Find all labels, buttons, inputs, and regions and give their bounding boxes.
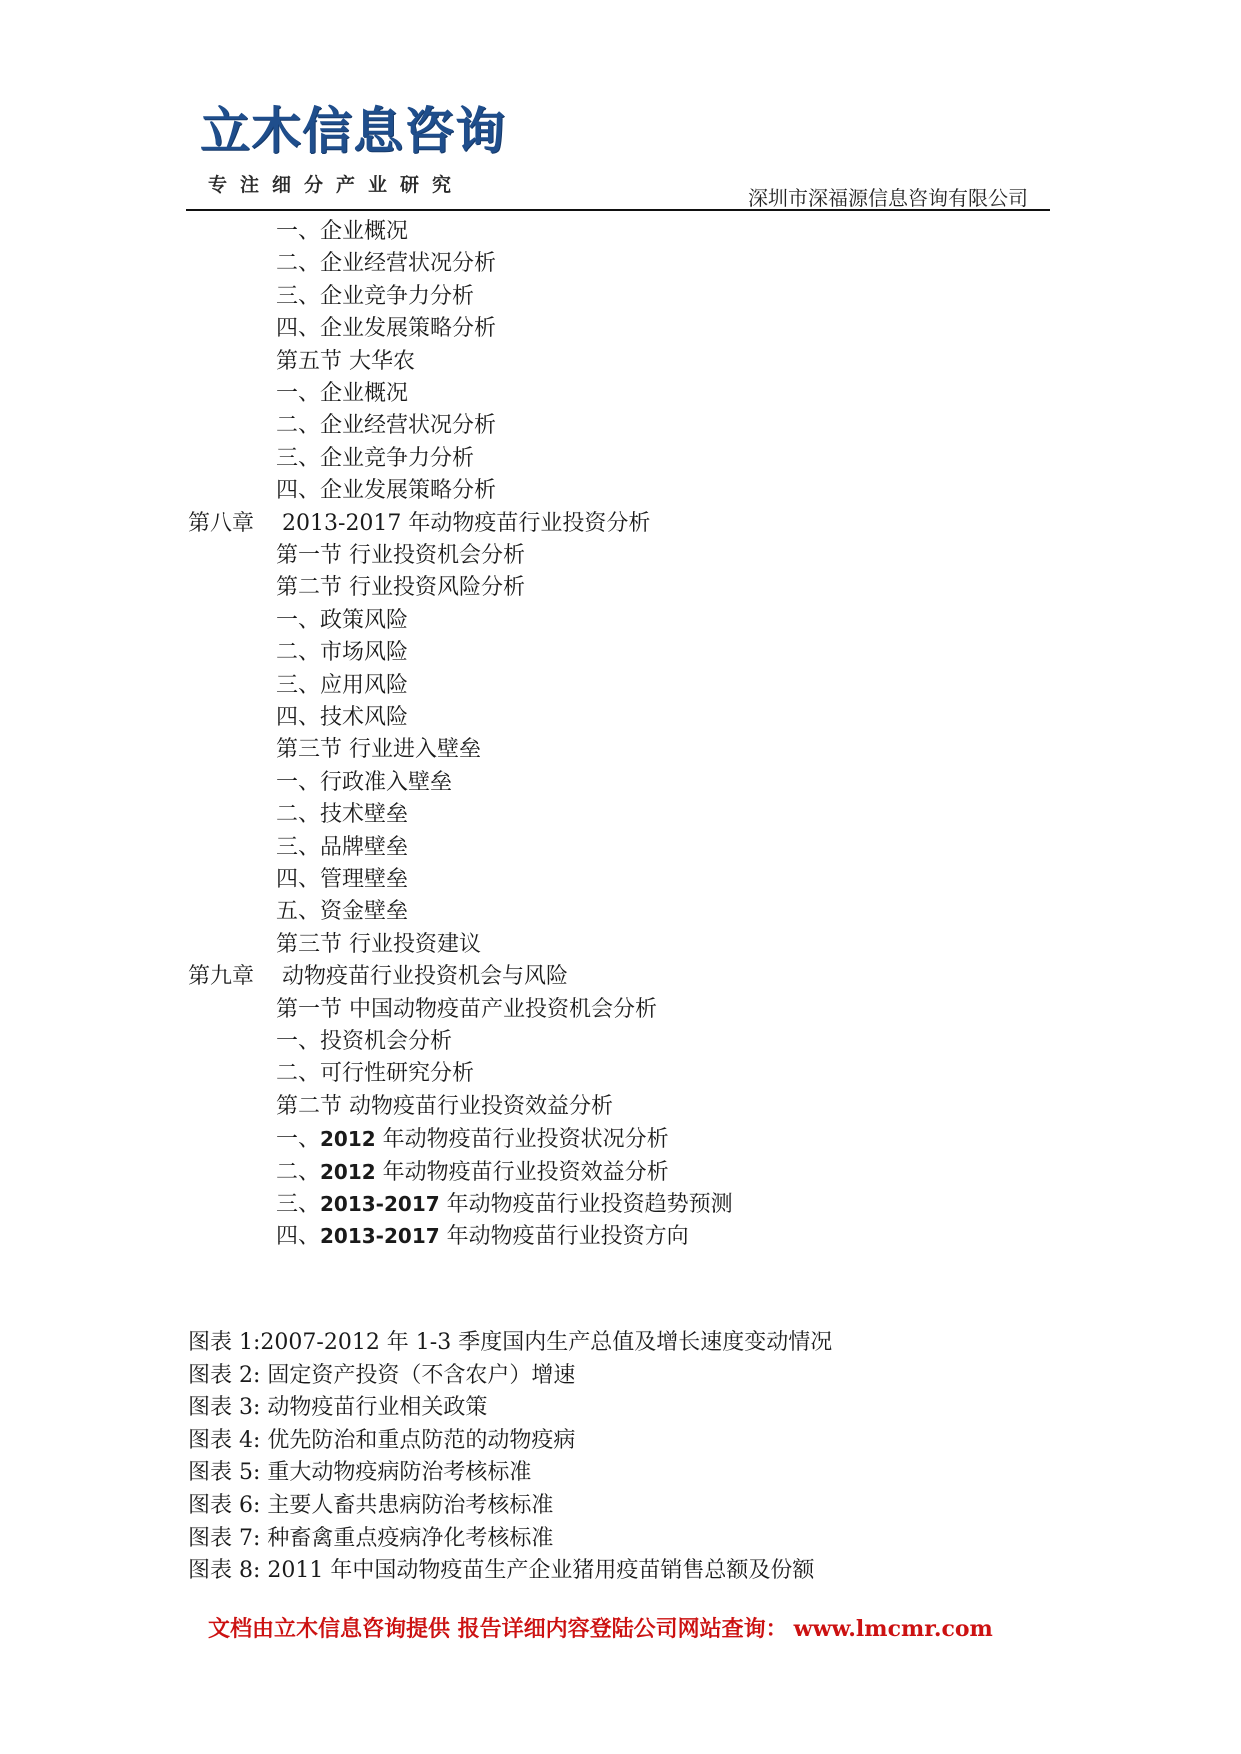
entry-prefix: 三、 (276, 1192, 321, 1217)
chapter-label: 第八章 (188, 510, 255, 536)
entry-title: 年动物疫苗行业投资趋势预测 (439, 1192, 733, 1217)
entry-year: 2013-2017 (320, 1224, 440, 1249)
figure-entry: 图表 1:2007-2012 年 1-3 季度国内生产总值及增长速度变动情况 (188, 1330, 833, 1355)
toc-entry: 一、投资机会分析 (276, 1029, 453, 1054)
toc-entry: 三、品牌壁垒 (276, 834, 409, 860)
page-header (0, 0, 1241, 215)
entry-prefix: 二、 (276, 1159, 321, 1185)
chapter-label: 第九章 (188, 964, 255, 990)
toc-entry: 第二节 行业投资风险分析 (276, 575, 525, 601)
toc-entry: 第一节 中国动物疫苗产业投资机会分析 (276, 996, 657, 1022)
toc-entry: 三、企业竞争力分析 (276, 283, 475, 309)
entry-prefix: 四、 (276, 1224, 321, 1250)
toc-entry: 第三节 行业进入壁垒 (276, 737, 481, 763)
toc-entry: 二、企业经营状况分析 (276, 413, 497, 439)
toc-entry (276, 1156, 669, 1188)
footer-url-link[interactable]: www.lmcmr.com (793, 1616, 993, 1642)
entry-year: 2012 (320, 1127, 376, 1152)
entry-title: 年动物疫苗行业投资方向 (439, 1224, 689, 1250)
logo-tagline: 专注细分产业研究 (208, 174, 465, 196)
toc-entry: 一、企业概况 (276, 219, 409, 244)
entry-title: 年动物疫苗行业投资效益分析 (375, 1159, 669, 1185)
toc-entry: 一、政策风险 (276, 607, 409, 633)
toc-entry: 第一节 行业投资机会分析 (276, 543, 525, 568)
figure-entry: 图表 4: 优先防治和重点防范的动物疫病 (188, 1427, 576, 1453)
toc-entry: 第二节 动物疫苗行业投资效益分析 (276, 1093, 613, 1119)
toc-entry: 三、应用风险 (276, 672, 409, 698)
entry-year: 2013-2017 (320, 1192, 440, 1216)
entry-prefix: 一、 (276, 1127, 321, 1153)
figure-entry: 图表 8: 2011 年中国动物疫苗生产企业猪用疫苗销售总额及份额 (188, 1558, 815, 1584)
toc-entry (276, 1220, 689, 1252)
figure-entry: 图表 5: 重大动物疫病防治考核标准 (188, 1460, 532, 1486)
toc-entry: 二、市场风险 (276, 640, 409, 666)
footer-text: 文档由立木信息咨询提供 报告详细内容登陆公司网站查询： (208, 1617, 788, 1642)
figure-entry: 图表 6: 主要人畜共患病防治考核标准 (188, 1493, 554, 1518)
toc-entry (276, 1188, 733, 1220)
toc-entry: 二、技术壁垒 (276, 802, 409, 828)
toc-entry: 四、企业发展策略分析 (276, 478, 497, 504)
toc-entry: 五、资金壁垒 (276, 899, 409, 925)
company-name: 深圳市深福源信息咨询有限公司 (748, 186, 1028, 210)
toc-entry: 四、技术风险 (276, 705, 409, 730)
header-divider (186, 209, 1050, 211)
figure-entry: 图表 7: 种畜禽重点疫病净化考核标准 (188, 1525, 554, 1551)
chapter-title: 动物疫苗行业投资机会与风险 (282, 964, 569, 990)
toc-entry: 一、企业概况 (276, 381, 409, 406)
toc-entry: 四、管理壁垒 (276, 867, 409, 892)
logo-title: 立木信息咨询 (200, 102, 506, 160)
toc-chapter (188, 961, 568, 993)
figure-entry: 图表 3: 动物疫苗行业相关政策 (188, 1395, 488, 1421)
toc-entry: 第五节 大华农 (276, 348, 415, 374)
chapter-title: 2013-2017 年动物疫苗行业投资分析 (282, 510, 651, 536)
page-footer (208, 1612, 993, 1643)
toc-entry: 一、行政准入壁垒 (276, 769, 453, 795)
entry-title: 年动物疫苗行业投资状况分析 (375, 1127, 669, 1153)
toc-entry: 二、可行性研究分析 (276, 1061, 475, 1087)
toc-entry: 第三节 行业投资建议 (276, 931, 481, 957)
toc-entry: 三、企业竞争力分析 (276, 445, 475, 471)
entry-year: 2012 (320, 1159, 376, 1184)
toc-entry: 二、企业经营状况分析 (276, 251, 497, 277)
toc-chapter (188, 508, 650, 540)
toc-entry: 四、企业发展策略分析 (276, 316, 497, 342)
toc-entry (276, 1123, 669, 1155)
figure-entry: 图表 2: 固定资产投资（不含农户）增速 (188, 1362, 576, 1388)
